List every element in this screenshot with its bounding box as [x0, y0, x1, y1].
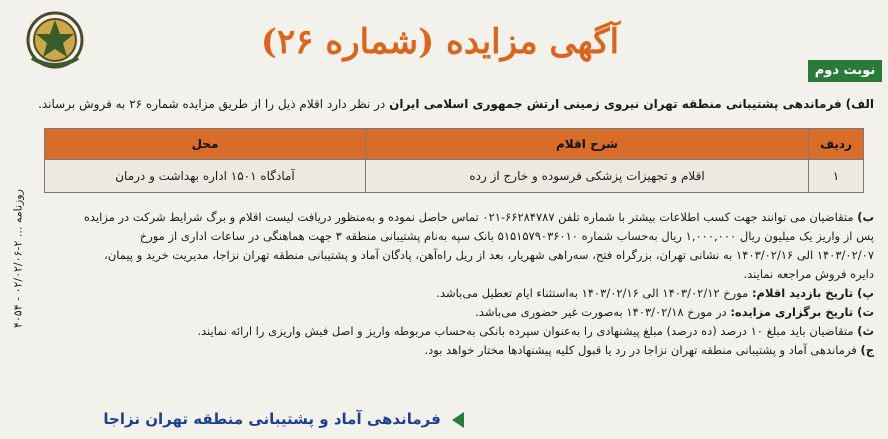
intro-line	[14, 96, 874, 112]
footer-signature	[44, 410, 464, 434]
paragraph	[34, 303, 874, 322]
conditions-body	[34, 208, 874, 360]
paragraph	[34, 284, 874, 303]
paragraph-text: متقاضیان می توانند جهت کسب اطلاعات بیشتر با شماره تلفن ۶۶۲۸۴۷۸۷-۰۲۱ تماس حاصل نموده و به‌منظور دریافت لیست اقلام و برگ شرایط شرکت در مزایده	[83, 210, 854, 224]
paragraph	[34, 341, 874, 360]
page-title: آگهی مزایده (شماره ۲۶)	[260, 22, 620, 62]
cell-row-number: ۱	[809, 160, 864, 193]
paragraph-label: ب)	[857, 210, 874, 224]
paragraph	[34, 208, 874, 227]
paragraph	[34, 227, 874, 246]
header-description: شرح اقلام	[366, 129, 809, 160]
paragraph	[34, 246, 874, 265]
header-row-number: ردیف	[809, 129, 864, 160]
paragraph-text: پس از واریز یک میلیون ریال ۱,۰۰۰,۰۰۰ ریال به‌حساب شماره ۵۱۵۱۵۷۹۰۳۶۰۱۰ بانک سپه به‌نام پشتیبانی منطقه ۳ جهت هماهنگی در ساعات اداری از مورخ	[139, 229, 874, 243]
paragraph-label: ث)	[857, 324, 874, 338]
cell-location: آمادگاه ۱۵۰۱ اداره بهداشت و درمان	[45, 160, 366, 193]
paragraph-text: مورخ ۱۴۰۳/۰۲/۱۲ الی ۱۴۰۳/۰۲/۱۶ به‌استثناء ایام تعطیل می‌باشد.	[436, 286, 749, 300]
items-table	[44, 128, 864, 193]
round-badge: نوبت دوم	[808, 60, 882, 82]
arrow-icon	[452, 412, 464, 428]
header-location: محل	[45, 129, 366, 160]
table-header-row	[45, 129, 864, 160]
army-emblem-icon	[24, 8, 86, 72]
intro-organization: فرماندهی پشتیبانی منطقه تهران نیروی زمینی ارتش جمهوری اسلامی ایران	[389, 97, 842, 111]
paragraph	[34, 322, 874, 341]
footer-text: فرماندهی آماد و پشتیبانی منطقه تهران نزاجا	[103, 410, 441, 428]
cell-description: اقلام و تجهیزات پزشکی فرسوده و خارج از رده	[366, 160, 809, 193]
paragraph-label: ت) تاریخ برگزاری مزایده:	[730, 305, 874, 319]
paragraph-text: دایره فروش مراجعه نمایند.	[743, 267, 874, 281]
paragraph-label: ج)	[860, 343, 874, 357]
paragraph-text: فرماندهی آماد و پشتیبانی منطقه تهران نزاجا در رد یا قبول کلیه پیشنهادها مختار خواهد بود.	[424, 343, 857, 357]
paragraph-label: پ) تاریخ بازدید اقلام:	[751, 286, 874, 300]
paragraph-text: در مورخ ۱۴۰۳/۰۲/۱۸ به‌صورت غیر حضوری می‌باشد.	[475, 305, 727, 319]
side-caption-text: روزنامه ... ۲-۰۲/۰۲/۰۶ - ۴۰۵۴	[11, 189, 25, 329]
paragraph-text: متقاضیان باید مبلغ ۱۰ درصد (ده درصد) مبلغ پیشنهادی را به‌عنوان سپرده بانکی به‌حساب مربوطه واریز و اصل فیش واریزی را ارائه نمایند.	[197, 324, 854, 338]
paragraph	[34, 265, 874, 284]
paragraph-text: ۱۴۰۳/۰۲/۰۷ الی ۱۴۰۳/۰۲/۱۶ به نشانی تهران، بزرگراه فتح، سه‌راهی شهریار، بعد از ریل راه‌آهن، پادگان آماد و پشتیبانی منطقه تهران نزاجا، مدیریت خرید و پیمان،	[104, 248, 874, 262]
intro-prefix: الف)	[845, 97, 874, 111]
intro-rest: در نظر دارد اقلام ذیل را از طریق مزایده شماره ۲۶ به فروش برساند.	[38, 97, 386, 111]
table-row	[45, 160, 864, 193]
side-caption	[10, 160, 26, 360]
